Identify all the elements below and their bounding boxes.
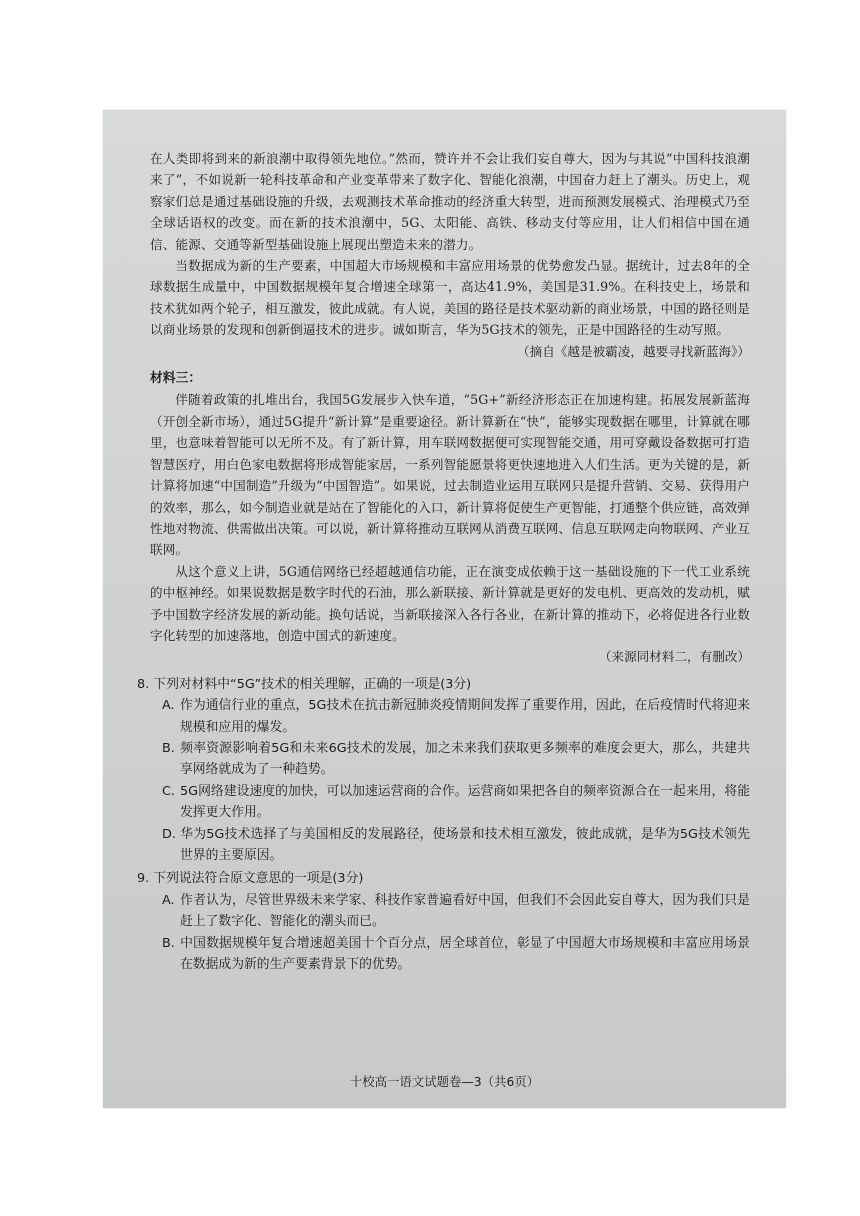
exam-page-photo [103,110,786,1108]
passage-source: （摘自《越是被霸凌，越要寻找新蓝海》） [517,343,750,359]
passage-paragraph-1: 在人类即将到来的新浪潮中取得领先地位。”然而，赞许并不会让我们妄自尊大，因为与其说“中国科技浪潮来了”，不如说新一轮科技革命和产业变革带来了数字化、智能化浪潮，中国奋力赶上了潮头。历史上，观察家们总是通过基础设施的升级，去观测技术革命推动的经济重大转型，进而预测发展模式、治理模式乃至全球话语权的改变。而在新的技术浪潮中，5G、太阳能、高铁、移动支付等应用，让人们相信中国在通信、能源、交通等新型基础设施上展现出塑造未来的潜力。 [150,151,750,252]
option-key: A. [162,892,175,908]
passage-paragraph-2: 当数据成为新的生产要素，中国超大市场规模和丰富应用场景的优势愈发凸显。据统计，过去8年的全球数据生成量中，中国数据规模年复合增速全球第一，高达41.9%，美国是31.9%。在科技史上，场景和技术犹如两个轮子，相互激发，彼此成就。有人说，美国的路径是技术驱动新的商业场景，中国的路径则是以商业场景的发现和创新倒逼技术的进步。诚如斯言，华为5G技术的领先，正是中国路径的生动写照。 [150,258,750,338]
material3-heading: 材料三： [150,371,202,387]
option-text: 作者认为，尽管世界级未来学家、科技作家普遍看好中国，但我们不会因此妄自尊大，因为我们只是赶上了数字化、智能化的潮头而已。 [180,892,750,930]
question-9 [137,868,750,975]
option-text: 作为通信行业的重点，5G技术在抗击新冠肺炎疫情期间发挥了重要作用，因此，在后疫情时代将迎来规模和应用的爆发。 [180,698,750,735]
option-key: D. [162,826,176,842]
option-key: B. [162,935,175,951]
page-footer: 十校高一语文试题卷—3（共6页） [349,1074,540,1089]
option-text: 频率资源影响着5G和未来6G技术的发展，加之未来我们获取更多频率的难度会更大，那么，共建共享网络就成为了一种趋势。 [180,740,750,778]
question-stem: 9. 下列说法符合原文意思的一项是(3分) [137,871,364,887]
question-stem: 8. 下列对材料中“5G”技术的相关理解，正确的一项是(3分) [137,676,472,692]
material3-source: （来源同材料二，有删改） [598,649,750,665]
option-d[interactable] [150,824,750,867]
question-8 [137,674,750,867]
material3-paragraph-2: 从这个意义上讲，5G通信网络已经超越通信功能，正在演变成依赖于这一基础设施的下一代工业系统的中枢神经。如果说数据是数字时代的石油，那么新联接、新计算就是更好的发电机、更高效的发动机，赋予中国数字经济发展的新动能。换句话说，当新联接深入各行各业，在新计算的推动下，必将促进各行业数字化转型的加速落地，创造中国式的新速度。 [150,563,750,643]
option-b[interactable] [150,738,750,781]
option-a[interactable] [150,695,750,738]
option-key: B. [162,740,175,756]
option-text: 中国数据规模年复合增速超美国十个百分点，居全球首位，彰显了中国超大市场规模和丰富应用场景在数据成为新的生产要素背景下的优势。 [180,935,750,973]
option-c[interactable] [150,781,750,824]
material3-paragraph-1: 伴随着政策的扎堆出台，我国5G发展步入快车道，“5G+”新经济形态正在加速构建。拓展发展新蓝海（开创全新市场），通过5G提升“新计算”是重要途径。新计算新在“快”，能够实现数据在哪里，计算就在哪里，也意味着智能可以无所不及。有了新计算，用车联网数据便可实现智能交通，用可穿戴设备数据可打造智慧医疗，用白色家电数据将形成智能家居，一系列智能愿景将更快速地进入人们生活。更为关键的是，新计算将加速“中国制造”升级为“中国智造”。如果说，过去制造业运用互联网只是提升营销、交易、获得用户的效率，那么，如今制造业就是站在了智能化的入口，新计算将促使生产更智能，打通整个供应链，高效弹性地对物流、供需做出决策。可以说，新计算将推动互联网从消费互联网、信息互联网走向物联网、产业互联网。 [150,392,750,558]
option-b[interactable] [150,933,750,976]
option-key: A. [162,698,175,714]
option-key: C. [162,783,176,799]
option-text: 5G网络建设速度的加快，可以加速运营商的合作。运营商如果把各自的频率资源合在一起来用，将能发挥更大作用。 [180,783,750,821]
option-a[interactable] [150,890,750,933]
page-content [137,148,750,975]
option-text: 华为5G技术选择了与美国相反的发展路径，使场景和技术相互激发，彼此成就，是华为5G技术领先世界的主要原因。 [180,826,750,863]
